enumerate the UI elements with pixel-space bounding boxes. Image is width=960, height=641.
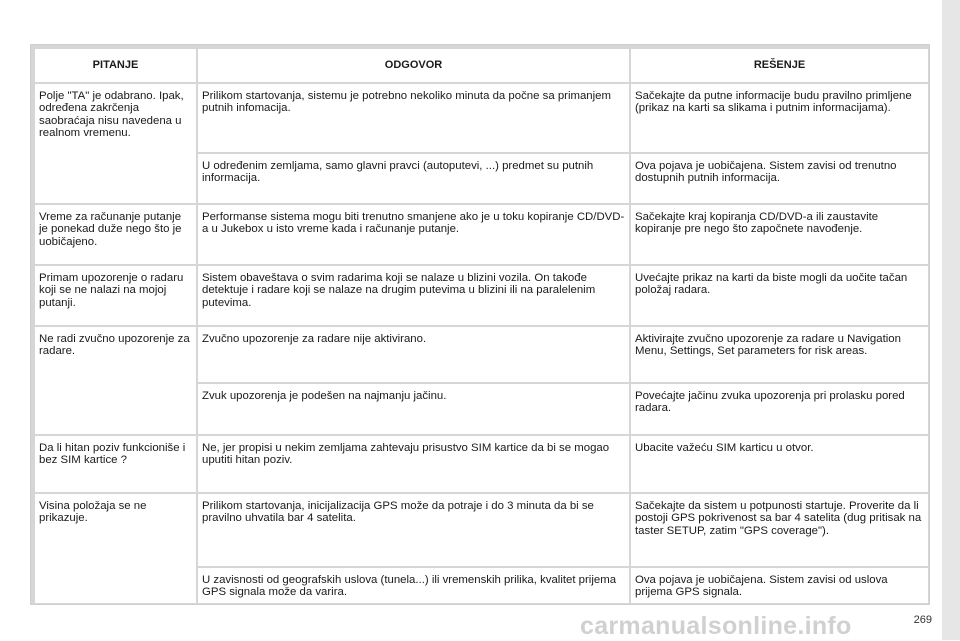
question-cell: Polje "TA" je odabrano. Ipak, određena zakrčenja saobraćaja nisu navedena u realnom vremenu. <box>35 84 196 203</box>
table-row <box>35 494 928 566</box>
table-row <box>35 327 928 382</box>
table-row <box>35 436 928 492</box>
solution-cell: Povećajte jačinu zvuka upozorenja pri prolasku pored radara. <box>631 384 928 434</box>
solution-cell: Aktivirajte zvučno upozorenje za radare u Navigation Menu, Settings, Set parameters for risk areas. <box>631 327 928 382</box>
answer-cell: U zavisnosti od geografskih uslova (tunela...) ili vremenskih prilika, kvalitet prijema GPS signala može da varira. <box>198 568 629 603</box>
answer-cell: Zvučno upozorenje za radare nije aktivirano. <box>198 327 629 382</box>
page-edge-bar <box>942 0 960 640</box>
answer-cell: Prilikom startovanja, sistemu je potrebno nekoliko minuta da počne sa primanjem putnih infomacija. <box>198 84 629 152</box>
question-cell: Vreme za računanje putanje je ponekad duže nego što je uobičajeno. <box>35 205 196 264</box>
solution-cell: Ova pojava je uobičajena. Sistem zavisi od uslova prijema GPS signala. <box>631 568 928 603</box>
solution-cell: Sačekajte da putne informacije budu pravilno primljene (prikaz na karti sa slikama i putnim informacijama). <box>631 84 928 152</box>
answer-cell: Zvuk upozorenja je podešen na najmanju jačinu. <box>198 384 629 434</box>
solution-cell: Sačekajte da sistem u potpunosti startuje. Proverite da li postoji GPS pokrivenost sa bar 4 satelita (dug pritisak na taster SETUP, zatim "GPS coverage"). <box>631 494 928 566</box>
table-row <box>35 84 928 152</box>
header-answer: ODGOVOR <box>198 49 629 82</box>
question-cell: Ne radi zvučno upozorenje za radare. <box>35 327 196 434</box>
faq-table-frame <box>30 44 930 605</box>
watermark: carmanualsonline.info <box>580 612 852 640</box>
answer-cell: Sistem obaveštava o svim radarima koji se nalaze u blizini vozila. On takođe detektuje i radare koji se nalaze na drugim putevima u blizini ili na paralelenim putevima. <box>198 266 629 325</box>
table-row <box>35 266 928 325</box>
solution-cell: Sačekajte kraj kopiranja CD/DVD-a ili zaustavite kopiranje pre nego što započnete navođenje. <box>631 205 928 264</box>
page-number: 269 <box>913 614 932 626</box>
header-solution: REŠENJE <box>631 49 928 82</box>
answer-cell: Prilikom startovanja, inicijalizacija GPS može da potraje i do 3 minuta da bi se pravilno uhvatila bar 4 satelita. <box>198 494 629 566</box>
table-header-row <box>35 49 928 82</box>
answer-cell: Performanse sistema mogu biti trenutno smanjene ako je u toku kopiranje CD/DVD-a u Jukebox u isto vreme kada i računanje putanje. <box>198 205 629 264</box>
question-cell: Primam upozorenje o radaru koji se ne nalazi na mojoj putanji. <box>35 266 196 325</box>
solution-cell: Uvećajte prikaz na karti da biste mogli da uočite tačan položaj radara. <box>631 266 928 325</box>
answer-cell: U određenim zemljama, samo glavni pravci (autoputevi, ...) predmet su putnih informacija. <box>198 154 629 203</box>
faq-table <box>33 47 930 605</box>
question-cell: Visina položaja se ne prikazuje. <box>35 494 196 603</box>
header-question: PITANJE <box>35 49 196 82</box>
table-row <box>35 205 928 264</box>
solution-cell: Ubacite važeću SIM karticu u otvor. <box>631 436 928 492</box>
answer-cell: Ne, jer propisi u nekim zemljama zahtevaju prisustvo SIM kartice da bi se mogao uputiti hitan poziv. <box>198 436 629 492</box>
question-cell: Da li hitan poziv funkcioniše i bez SIM kartice ? <box>35 436 196 492</box>
solution-cell: Ova pojava je uobičajena. Sistem zavisi od trenutno dostupnih putnih informacija. <box>631 154 928 203</box>
